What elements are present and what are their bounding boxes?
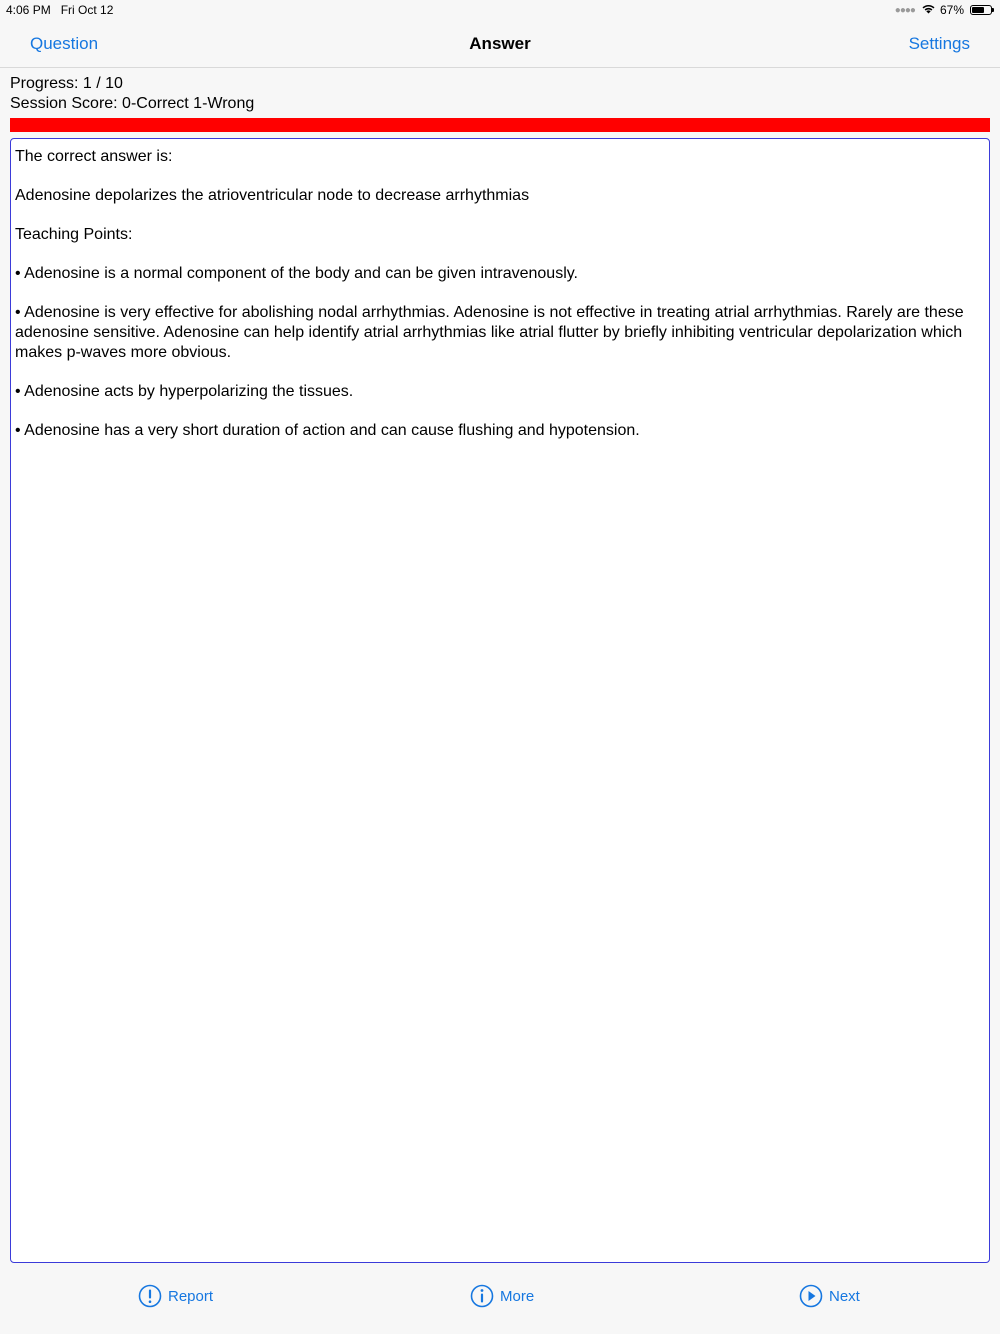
teaching-points-header: Teaching Points:: [15, 226, 133, 243]
status-left: [6, 3, 113, 17]
question-button[interactable]: Question: [30, 34, 99, 53]
status-date: Fri Oct 12: [60, 3, 114, 17]
status-bar: [0, 0, 1000, 20]
cellular-signal-icon: ●●●●: [894, 4, 915, 16]
play-circle-icon: [799, 1284, 823, 1308]
battery-fill: [972, 7, 984, 13]
status-right: [895, 3, 992, 17]
page-title: Answer: [469, 34, 531, 53]
battery-icon: [970, 5, 992, 15]
settings-button[interactable]: Settings: [908, 34, 970, 53]
bottom-toolbar: [0, 1270, 1000, 1326]
next-label: Next: [829, 1287, 860, 1305]
wifi-icon: [921, 3, 936, 17]
teaching-point: • Adenosine has a very short duration of action and can cause flushing and hypotension.: [15, 422, 640, 439]
battery-percent: 67%: [939, 3, 964, 17]
teaching-point: • Adenosine is a normal component of the body and can be given intravenously.: [15, 265, 578, 282]
progress-text: Progress: 1 / 10: [10, 75, 123, 92]
progress-info: [10, 74, 254, 114]
more-label: More: [500, 1287, 535, 1305]
navigation-bar: [0, 20, 1000, 68]
exclamation-circle-icon: [138, 1284, 162, 1308]
more-button[interactable]: [470, 1284, 534, 1308]
teaching-point: • Adenosine is very effective for abolishing nodal arrhythmias. Adenosine is not effective in treating atrial arrhythmias. Rarely are these adenosine sensitive. Adenosine can help identify atrial arrhythmias like atrial flutter by briefly inhibiting ventricular depolarization which makes p-waves more obvious.: [15, 304, 964, 361]
teaching-point: • Adenosine acts by hyperpolarizing the tissues.: [15, 383, 354, 400]
answer-text-view[interactable]: [10, 138, 990, 1263]
info-circle-icon: [470, 1284, 494, 1308]
correct-answer: Adenosine depolarizes the atrioventricular node to decrease arrhythmias: [15, 187, 530, 204]
report-button[interactable]: [138, 1284, 213, 1308]
report-label: Report: [168, 1287, 214, 1305]
next-button[interactable]: [799, 1284, 860, 1308]
score-status-bar: [10, 118, 990, 132]
status-time: 4:06 PM: [6, 3, 51, 17]
session-score: Session Score: 0-Correct 1-Wrong: [10, 95, 255, 112]
answer-intro: The correct answer is:: [15, 148, 173, 165]
